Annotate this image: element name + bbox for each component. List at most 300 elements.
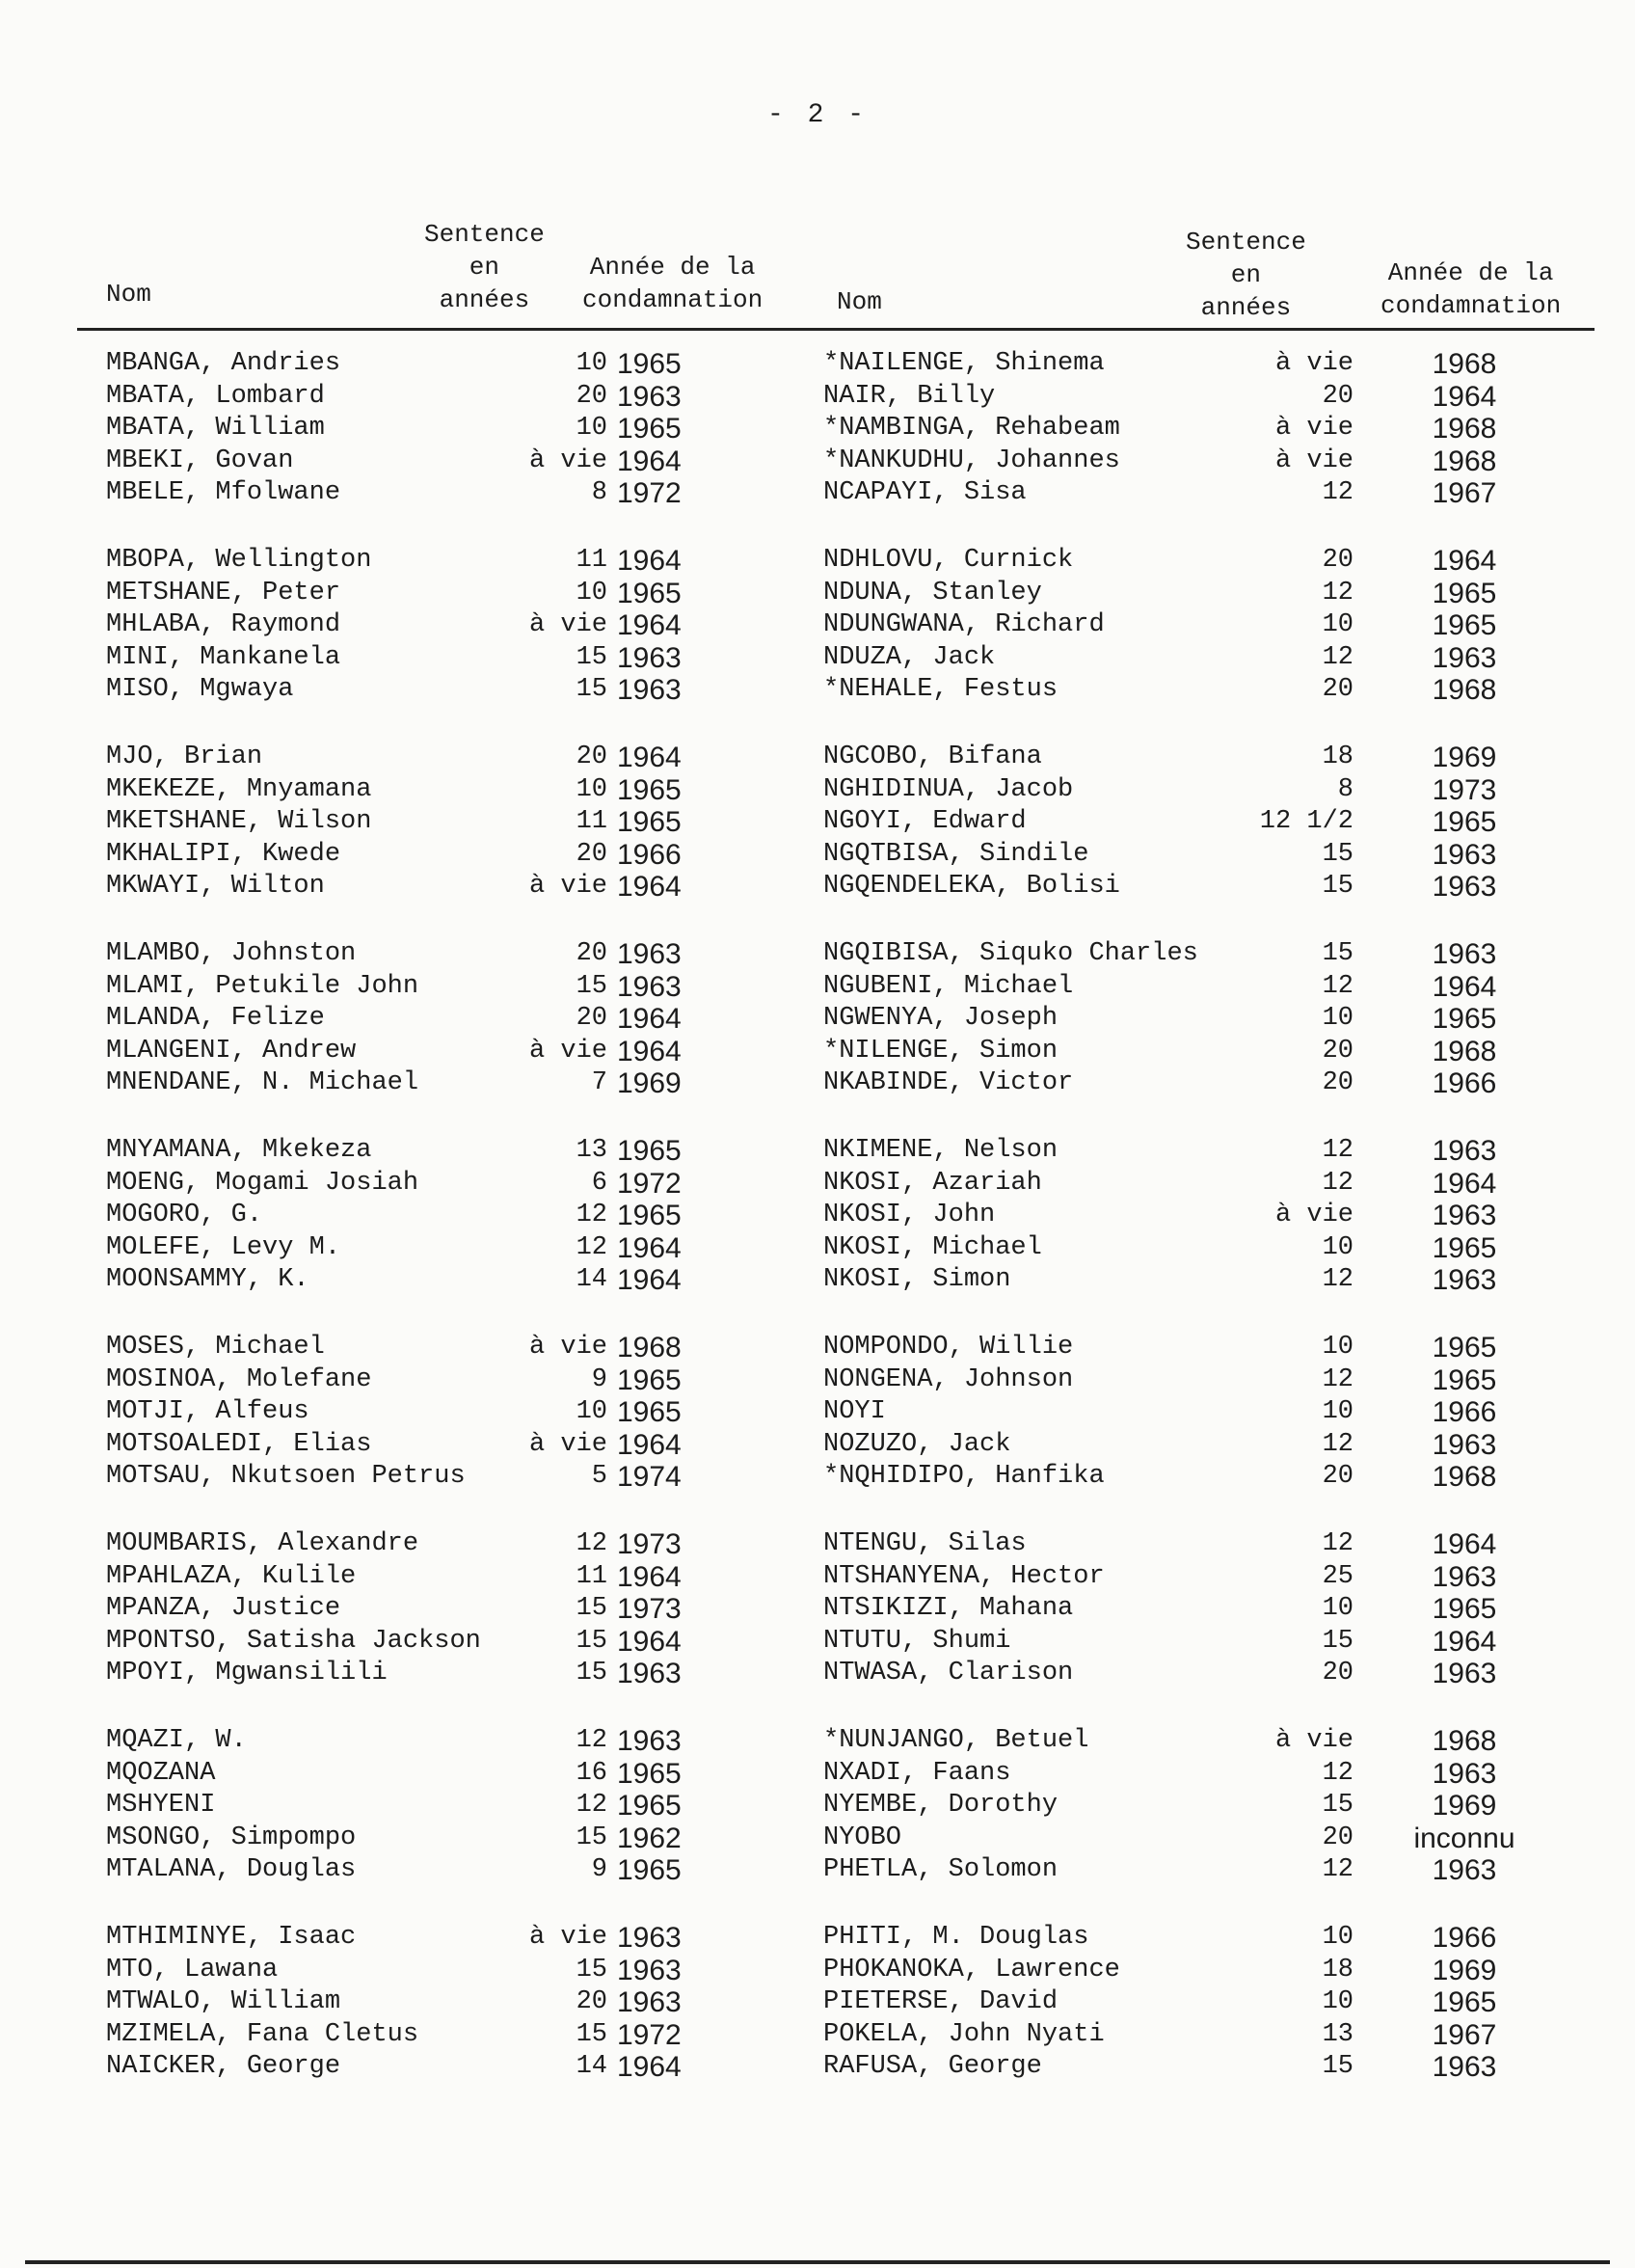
table-row xyxy=(804,1790,1595,1822)
row-group xyxy=(77,742,829,938)
prisoner-name: NONGENA, Johnson xyxy=(823,1364,1074,1394)
prisoner-name: MPONTSO, Satisha Jackson xyxy=(106,1626,481,1656)
prisoner-name: MTALANA, Douglas xyxy=(106,1855,357,1885)
conviction-year: 1965 xyxy=(617,577,682,609)
prisoner-name: MSHYENI xyxy=(106,1791,216,1821)
table-row xyxy=(804,1003,1595,1036)
sentence-years: 16 xyxy=(576,1758,607,1788)
left-header-sentence: Sentence en années xyxy=(424,220,545,314)
conviction-year: 1964 xyxy=(1432,1625,1497,1658)
conviction-year: 1963 xyxy=(1432,1658,1497,1690)
sentence-years: 12 xyxy=(1322,1364,1354,1394)
table-row xyxy=(804,413,1595,446)
conviction-year: 1965 xyxy=(1432,577,1497,609)
row-group xyxy=(804,938,1595,1135)
sentence-years: 6 xyxy=(591,1168,607,1198)
sentence-years: 12 xyxy=(576,1232,607,1262)
prisoner-name: NTSIKIZI, Mahana xyxy=(823,1594,1074,1624)
conviction-year: 1965 xyxy=(617,348,682,380)
table-row xyxy=(77,642,829,675)
prisoner-name: MPANZA, Justice xyxy=(106,1594,341,1624)
prisoner-name: MBELE, Mfolwane xyxy=(106,478,341,508)
prisoner-name: MPOYI, Mgwansilili xyxy=(106,1659,388,1688)
sentence-years: 15 xyxy=(1322,939,1354,968)
prisoner-name: NGQTBISA, Sindile xyxy=(823,839,1089,869)
table-row xyxy=(804,839,1595,872)
prisoner-name: MQAZI, W. xyxy=(106,1726,247,1755)
sentence-years: 20 xyxy=(576,742,607,771)
conviction-year: 1963 xyxy=(617,1954,682,1986)
conviction-year: 1963 xyxy=(1432,1560,1497,1593)
sentence-years: à vie xyxy=(528,610,607,640)
row-group xyxy=(804,1135,1595,1332)
conviction-year: 1965 xyxy=(1432,806,1497,839)
table-row xyxy=(804,938,1595,971)
sentence-years: 12 xyxy=(1322,1136,1354,1165)
conviction-year: 1968 xyxy=(1432,1725,1497,1757)
row-group xyxy=(77,1528,829,1725)
conviction-year: 1966 xyxy=(617,838,682,871)
conviction-year: 1964 xyxy=(617,742,682,773)
table-row xyxy=(804,1036,1595,1068)
sentence-years: 18 xyxy=(1322,1955,1354,1984)
sentence-years: 10 xyxy=(1322,1333,1354,1362)
prisoner-name: *NUNJANGO, Betuel xyxy=(823,1726,1089,1755)
sentence-years: 12 xyxy=(576,1791,607,1821)
prisoner-name: MOSES, Michael xyxy=(106,1333,325,1362)
sentence-years: 10 xyxy=(576,774,607,804)
conviction-year: 1963 xyxy=(1432,1264,1497,1297)
prisoner-name: PHETLA, Solomon xyxy=(823,1855,1059,1885)
conviction-year: 1964 xyxy=(617,2051,682,2084)
prisoner-name: NKOSI, Michael xyxy=(823,1232,1042,1262)
sentence-years: à vie xyxy=(1274,1201,1354,1230)
prisoner-name: PIETERSE, David xyxy=(823,1987,1059,2017)
conviction-year: 1969 xyxy=(1432,742,1497,773)
prisoner-name: *NAILENGE, Shinema xyxy=(823,349,1105,378)
prisoner-name: NTENGU, Silas xyxy=(823,1529,1027,1558)
conviction-year: 1965 xyxy=(617,1396,682,1429)
table-row xyxy=(804,806,1595,839)
table-row xyxy=(804,1200,1595,1232)
conviction-year: 1968 xyxy=(1432,674,1497,707)
sentence-years: à vie xyxy=(1274,414,1354,444)
prisoner-name: MKEKEZE, Mnyamana xyxy=(106,774,372,804)
sentence-years: 15 xyxy=(1322,1791,1354,1821)
conviction-year: 1964 xyxy=(617,445,682,477)
table-row xyxy=(77,1168,829,1201)
conviction-year: 1968 xyxy=(1432,348,1497,380)
prisoner-name: MSONGO, Simpompo xyxy=(106,1822,357,1852)
table-row xyxy=(77,1461,829,1494)
sentence-years: 15 xyxy=(576,2019,607,2049)
conviction-year: 1968 xyxy=(1432,445,1497,477)
table-row xyxy=(804,674,1595,707)
table-row xyxy=(77,1232,829,1265)
conviction-year: 1963 xyxy=(617,380,682,413)
table-row xyxy=(77,1135,829,1168)
sentence-years: 20 xyxy=(576,1004,607,1034)
sentence-years: 10 xyxy=(576,578,607,608)
sentence-years: à vie xyxy=(1274,349,1354,378)
table-row xyxy=(77,1036,829,1068)
table-row xyxy=(804,477,1595,510)
sentence-years: 15 xyxy=(1322,2052,1354,2082)
row-group xyxy=(804,1528,1595,1725)
table-row xyxy=(77,609,829,642)
table-row xyxy=(77,806,829,839)
conviction-year: 1964 xyxy=(617,1231,682,1264)
conviction-year: 1965 xyxy=(617,1364,682,1396)
sentence-years: 10 xyxy=(1322,1594,1354,1624)
table-row xyxy=(77,1593,829,1626)
prisoner-name: RAFUSA, George xyxy=(823,2052,1042,2082)
prisoner-name: MBANGA, Andries xyxy=(106,349,341,378)
conviction-year: 1968 xyxy=(1432,1461,1497,1494)
table-row xyxy=(77,1854,829,1887)
sentence-years: 12 xyxy=(1322,1758,1354,1788)
sentence-years: 15 xyxy=(576,1822,607,1852)
conviction-year: 1965 xyxy=(617,1200,682,1232)
right-header-annee: Année de la condamnation xyxy=(1380,258,1562,320)
sentence-years: 11 xyxy=(576,1561,607,1591)
prisoner-name: NKABINDE, Victor xyxy=(823,1068,1074,1098)
conviction-year: 1965 xyxy=(617,1854,682,1887)
table-row xyxy=(77,742,829,774)
table-row xyxy=(804,1364,1595,1397)
sentence-years: 12 xyxy=(1322,578,1354,608)
sentence-years: 11 xyxy=(576,807,607,837)
conviction-year: 1965 xyxy=(1432,1986,1497,2019)
conviction-year: 1963 xyxy=(617,1725,682,1757)
table-row xyxy=(804,578,1595,610)
conviction-year: 1963 xyxy=(1432,938,1497,970)
table-row xyxy=(804,1067,1595,1100)
table-row xyxy=(804,545,1595,578)
prisoner-name: *NQHIDIPO, Hanfika xyxy=(823,1462,1105,1492)
conviction-year: 1969 xyxy=(617,1067,682,1100)
prisoner-name: NGOYI, Edward xyxy=(823,807,1027,837)
sentence-years: 9 xyxy=(591,1364,607,1394)
table-row xyxy=(804,1822,1595,1855)
conviction-year: 1964 xyxy=(617,1625,682,1658)
prisoner-name: NTUTU, Shumi xyxy=(823,1626,1011,1656)
table-row xyxy=(804,1758,1595,1791)
conviction-year: 1963 xyxy=(617,1658,682,1690)
conviction-year: 1963 xyxy=(1432,2051,1497,2084)
table-row xyxy=(804,1626,1595,1659)
table-row xyxy=(804,1232,1595,1265)
table-row xyxy=(77,1264,829,1297)
right-header-sentence: Sentence en années xyxy=(1186,228,1306,322)
prisoner-name: MNYAMANA, Mkekeza xyxy=(106,1136,372,1165)
sentence-years: 8 xyxy=(1337,774,1354,804)
conviction-year: 1965 xyxy=(617,413,682,446)
prisoner-name: MLAMI, Petukile John xyxy=(106,971,419,1001)
conviction-year: 1963 xyxy=(1432,1757,1497,1790)
sentence-years: 15 xyxy=(1322,839,1354,869)
table-row xyxy=(804,348,1595,381)
sentence-years: 10 xyxy=(1322,1923,1354,1952)
table-row xyxy=(804,642,1595,675)
conviction-year: 1965 xyxy=(617,1790,682,1822)
table-row xyxy=(77,1067,829,1100)
prisoner-name: MOONSAMMY, K. xyxy=(106,1265,309,1295)
right-header xyxy=(804,212,1595,331)
sentence-years: 15 xyxy=(576,1659,607,1688)
conviction-year: 1965 xyxy=(617,1757,682,1790)
row-group xyxy=(77,545,829,742)
prisoner-name: MBEKI, Govan xyxy=(106,446,294,475)
table-row xyxy=(804,1986,1595,2019)
table-row xyxy=(804,1854,1595,1887)
prisoner-name: NKOSI, Simon xyxy=(823,1265,1011,1295)
prisoner-name: MTO, Lawana xyxy=(106,1955,279,1984)
sentence-years: à vie xyxy=(528,1429,607,1459)
conviction-year: 1964 xyxy=(617,1003,682,1036)
row-group xyxy=(804,742,1595,938)
table-row xyxy=(77,1758,829,1791)
sentence-years: 13 xyxy=(1322,2019,1354,2049)
left-header xyxy=(77,212,829,331)
sentence-years: 15 xyxy=(576,971,607,1001)
prisoner-name: NKIMENE, Nelson xyxy=(823,1136,1059,1165)
conviction-year: 1964 xyxy=(617,545,682,577)
prisoner-name: NDUZA, Jack xyxy=(823,642,996,672)
right-table-body xyxy=(804,331,1595,2119)
prisoner-name: NYOBO xyxy=(823,1822,902,1852)
sentence-years: 20 xyxy=(1322,1036,1354,1066)
sentence-years: 10 xyxy=(1322,1232,1354,1262)
prisoner-name: NOZUZO, Jack xyxy=(823,1429,1011,1459)
conviction-year: 1964 xyxy=(1432,380,1497,413)
sentence-years: 20 xyxy=(1322,1462,1354,1492)
prisoner-name: MBOPA, Wellington xyxy=(106,546,372,575)
conviction-year: 1965 xyxy=(1432,1332,1497,1364)
conviction-year: 1972 xyxy=(617,477,682,510)
table-row xyxy=(77,938,829,971)
prisoner-name: MBATA, Lombard xyxy=(106,381,325,411)
row-group xyxy=(77,1922,829,2119)
prisoner-name: *NEHALE, Festus xyxy=(823,675,1059,705)
prisoner-name: MISO, Mgwaya xyxy=(106,675,294,705)
conviction-year: 1964 xyxy=(617,609,682,642)
conviction-year: 1963 xyxy=(1432,1200,1497,1232)
sentence-years: 10 xyxy=(1322,1004,1354,1034)
prisoner-name: NYEMBE, Dorothy xyxy=(823,1791,1059,1821)
left-header-nom: Nom xyxy=(106,280,151,309)
row-group xyxy=(77,938,829,1135)
conviction-year: 1965 xyxy=(617,773,682,806)
table-row xyxy=(77,1364,829,1397)
table-row xyxy=(77,1561,829,1594)
prisoner-name: NGQIBISA, Siquko Charles xyxy=(823,939,1198,968)
table-row xyxy=(804,1168,1595,1201)
prisoner-name: MJO, Brian xyxy=(106,742,263,771)
table-row xyxy=(804,1955,1595,1987)
prisoner-name: MOENG, Mogami Josiah xyxy=(106,1168,419,1198)
sentence-years: à vie xyxy=(528,1333,607,1362)
left-column xyxy=(77,212,829,2119)
sentence-years: 12 xyxy=(1322,1265,1354,1295)
conviction-year: 1973 xyxy=(617,1593,682,1626)
conviction-year: 1963 xyxy=(617,674,682,707)
sentence-years: 20 xyxy=(1322,1822,1354,1852)
row-group xyxy=(77,1135,829,1332)
prisoner-name: MPAHLAZA, Kulile xyxy=(106,1561,357,1591)
prisoner-name: NKOSI, John xyxy=(823,1201,996,1230)
sentence-years: 20 xyxy=(576,1987,607,2017)
prisoner-name: MZIMELA, Fana Cletus xyxy=(106,2019,419,2049)
table-row xyxy=(77,1986,829,2019)
table-row xyxy=(77,674,829,707)
conviction-year: 1964 xyxy=(1432,545,1497,577)
table-row xyxy=(804,1922,1595,1955)
conviction-year: 1972 xyxy=(617,2018,682,2051)
bottom-rule xyxy=(25,2260,1610,2264)
conviction-year: 1965 xyxy=(1432,1364,1497,1396)
table-row xyxy=(804,1658,1595,1690)
table-row xyxy=(77,413,829,446)
sentence-years: 10 xyxy=(576,414,607,444)
table-row xyxy=(804,2051,1595,2084)
conviction-year: 1963 xyxy=(1432,1428,1497,1461)
row-group xyxy=(77,1332,829,1528)
table-row xyxy=(77,1822,829,1855)
table-row xyxy=(804,1429,1595,1462)
sentence-years: à vie xyxy=(1274,446,1354,475)
table-row xyxy=(804,1332,1595,1364)
prisoner-name: MOTSOALEDI, Elias xyxy=(106,1429,372,1459)
row-group xyxy=(804,348,1595,545)
conviction-year: 1965 xyxy=(617,1135,682,1167)
table-row xyxy=(804,609,1595,642)
prisoner-name: NTWASA, Clarison xyxy=(823,1659,1074,1688)
row-group xyxy=(804,1725,1595,1922)
sentence-years: 10 xyxy=(1322,610,1354,640)
conviction-year: 1973 xyxy=(617,1528,682,1560)
conviction-year: 1965 xyxy=(617,806,682,839)
conviction-year: 1962 xyxy=(617,1822,682,1854)
table-row xyxy=(77,1955,829,1987)
row-group xyxy=(804,545,1595,742)
sentence-years: 9 xyxy=(591,1855,607,1885)
conviction-year: 1965 xyxy=(1432,1003,1497,1036)
table-row xyxy=(77,348,829,381)
row-group xyxy=(77,1725,829,1922)
table-row xyxy=(804,1561,1595,1594)
sentence-years: à vie xyxy=(1274,1726,1354,1755)
table-row xyxy=(77,1528,829,1561)
row-group xyxy=(804,1922,1595,2119)
prisoner-name: NOYI xyxy=(823,1397,886,1427)
conviction-year: 1963 xyxy=(617,938,682,970)
sentence-years: 12 1/2 xyxy=(1259,807,1354,837)
row-group xyxy=(77,348,829,545)
prisoner-name: NGHIDINUA, Jacob xyxy=(823,774,1074,804)
sentence-years: 8 xyxy=(591,478,607,508)
prisoner-name: NAICKER, George xyxy=(106,2052,341,2082)
conviction-year: 1963 xyxy=(1432,838,1497,871)
conviction-year: 1967 xyxy=(1432,477,1497,510)
prisoner-name: NDHLOVU, Curnick xyxy=(823,546,1074,575)
prisoner-name: POKELA, John Nyati xyxy=(823,2019,1105,2049)
table-row xyxy=(804,1725,1595,1758)
sentence-years: 12 xyxy=(1322,642,1354,672)
conviction-year: 1966 xyxy=(1432,1922,1497,1954)
prisoner-name: NCAPAYI, Sisa xyxy=(823,478,1027,508)
conviction-year: 1969 xyxy=(1432,1790,1497,1822)
prisoner-name: MTHIMINYE, Isaac xyxy=(106,1923,357,1952)
sentence-years: 12 xyxy=(1322,1429,1354,1459)
prisoner-name: NTSHANYENA, Hector xyxy=(823,1561,1105,1591)
sentence-years: 12 xyxy=(1322,478,1354,508)
prisoner-name: NGCOBO, Bifana xyxy=(823,742,1042,771)
conviction-year: inconnu xyxy=(1413,1822,1515,1854)
table-row xyxy=(77,381,829,414)
prisoner-name: MOTJI, Alfeus xyxy=(106,1397,309,1427)
prisoner-name: MLANGENI, Andrew xyxy=(106,1036,357,1066)
conviction-year: 1964 xyxy=(617,1035,682,1067)
table-row xyxy=(77,477,829,510)
prisoner-name: NAIR, Billy xyxy=(823,381,996,411)
conviction-year: 1964 xyxy=(1432,1167,1497,1200)
conviction-year: 1972 xyxy=(617,1167,682,1200)
sentence-years: 15 xyxy=(576,1626,607,1656)
table-row xyxy=(77,1725,829,1758)
sentence-years: 15 xyxy=(576,642,607,672)
prisoner-name: MNENDANE, N. Michael xyxy=(106,1068,419,1098)
table-row xyxy=(77,1429,829,1462)
table-row xyxy=(77,2019,829,2052)
prisoner-name: NKOSI, Azariah xyxy=(823,1168,1042,1198)
sentence-years: 10 xyxy=(576,1397,607,1427)
sentence-years: 13 xyxy=(576,1136,607,1165)
sentence-years: 14 xyxy=(576,1265,607,1295)
table-row xyxy=(804,971,1595,1004)
sentence-years: 20 xyxy=(576,381,607,411)
conviction-year: 1964 xyxy=(617,1560,682,1593)
table-row xyxy=(77,1003,829,1036)
table-row xyxy=(77,1626,829,1659)
prisoner-name: NDUNGWANA, Richard xyxy=(823,610,1105,640)
sentence-years: 20 xyxy=(1322,1068,1354,1098)
sentence-years: 12 xyxy=(576,1726,607,1755)
left-table-body xyxy=(77,331,829,2119)
conviction-year: 1963 xyxy=(617,1986,682,2019)
prisoner-name: NGQENDELEKA, Bolisi xyxy=(823,872,1120,902)
prisoner-name: MLANDA, Felize xyxy=(106,1004,325,1034)
conviction-year: 1963 xyxy=(617,1922,682,1954)
conviction-year: 1963 xyxy=(617,641,682,674)
table-row xyxy=(804,1593,1595,1626)
table-row xyxy=(77,1790,829,1822)
table-row xyxy=(804,1396,1595,1429)
prisoner-name: MLAMBO, Johnston xyxy=(106,939,357,968)
prisoner-name: MOUMBARIS, Alexandre xyxy=(106,1529,419,1558)
conviction-year: 1963 xyxy=(1432,1854,1497,1887)
prisoner-name: *NAMBINGA, Rehabeam xyxy=(823,414,1120,444)
prisoner-name: NGWENYA, Joseph xyxy=(823,1004,1059,1034)
sentence-years: à vie xyxy=(528,872,607,902)
sentence-years: 10 xyxy=(1322,1397,1354,1427)
prisoner-name: MBATA, William xyxy=(106,414,325,444)
sentence-years: à vie xyxy=(528,446,607,475)
conviction-year: 1965 xyxy=(1432,1231,1497,1264)
table-row xyxy=(804,381,1595,414)
sentence-years: à vie xyxy=(528,1036,607,1066)
sentence-years: 20 xyxy=(576,839,607,869)
